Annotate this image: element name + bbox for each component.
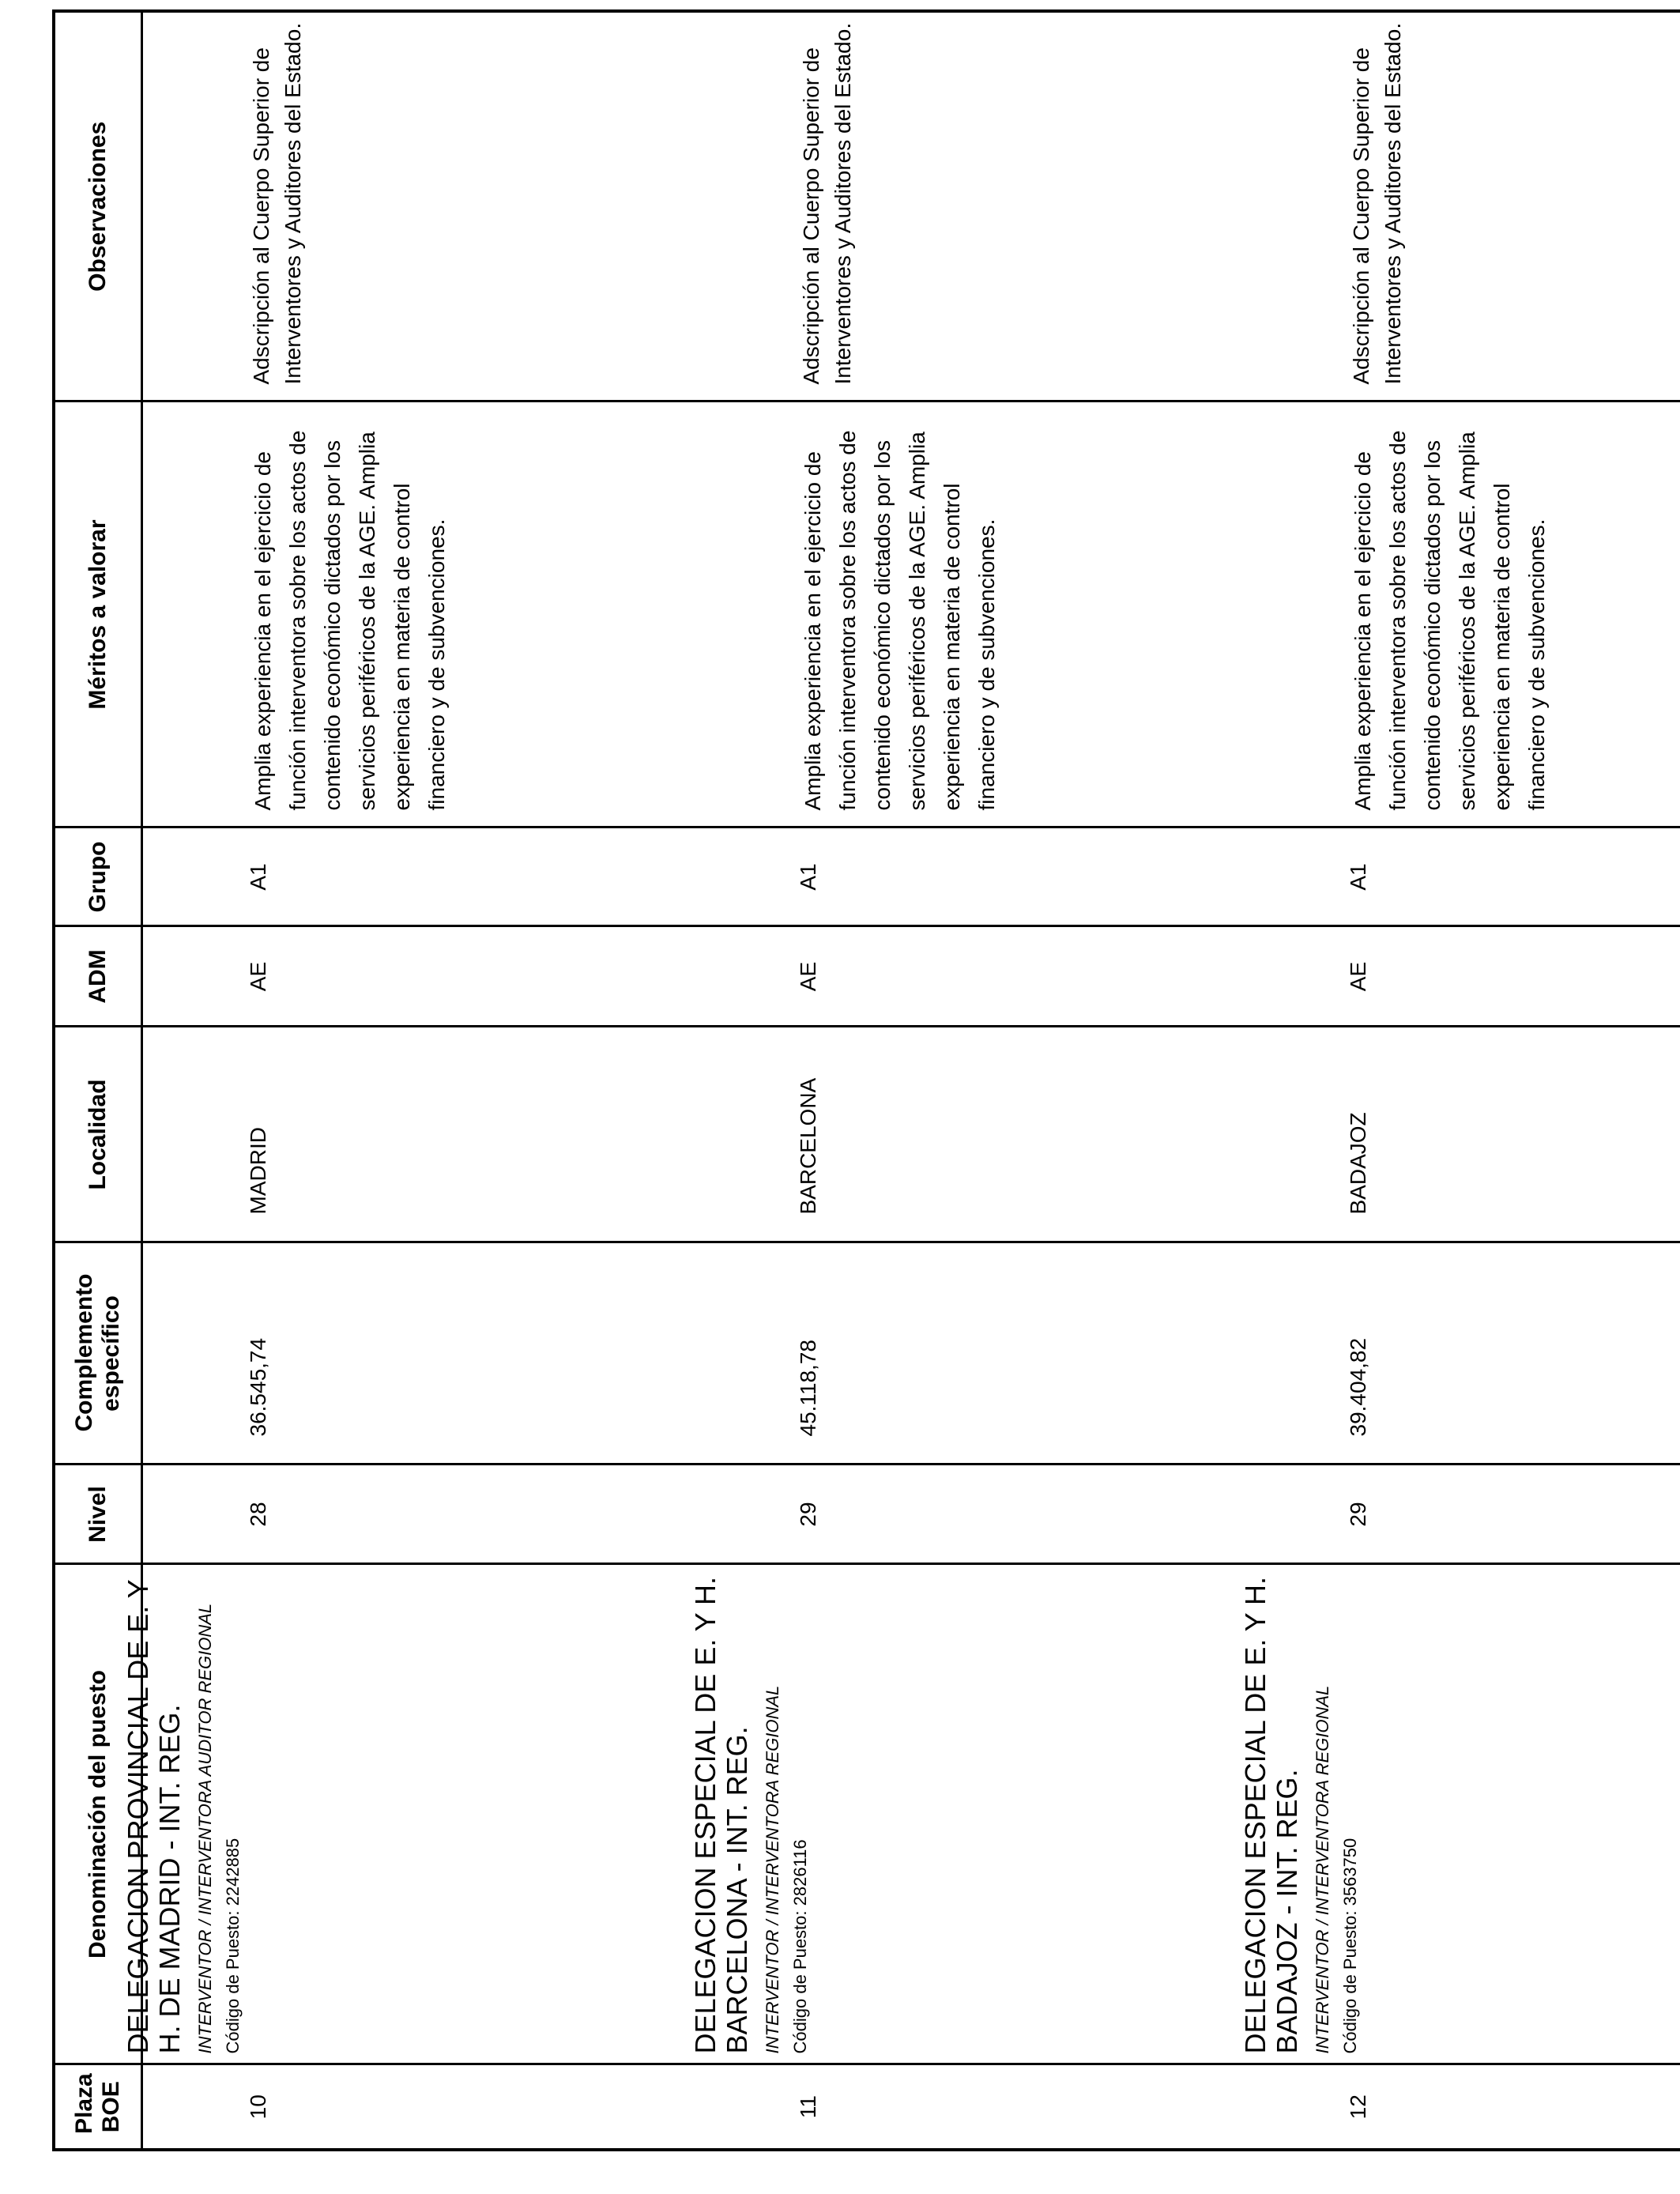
header-complemento: Complemento específico xyxy=(54,1242,142,1465)
plaza-cell: 10 xyxy=(142,2064,694,2150)
position-role: INTERVENTOR / INTERVENTORA REGIONAL xyxy=(1313,1685,1332,2054)
denominacion-cell xyxy=(1239,1564,1680,2064)
nivel-cell: 28 xyxy=(142,1465,694,1564)
localidad-cell: MADRID xyxy=(142,1027,694,1242)
complemento-cell: 36.545,74 xyxy=(142,1242,694,1465)
grupo-cell: A1 xyxy=(1243,827,1680,926)
position-code: Código de Puesto: 2826116 xyxy=(790,1839,810,2054)
header-observaciones: Observaciones xyxy=(54,11,142,401)
position-role: INTERVENTOR / INTERVENTORA AUDITOR REGIONAL xyxy=(195,1603,215,2054)
meritos-cell: Amplia experiencia en el ejercicio de función interventora sobre los actos de contenido económico dictados por los servicios periféricos de la AGE. Amplia experiencia en materia de control financiero y de subvenciones. xyxy=(142,401,694,827)
header-nivel: Nivel xyxy=(54,1465,142,1564)
localidad-cell: BARCELONA xyxy=(693,1027,1243,1242)
position-code: Código de Puesto: 3563750 xyxy=(1340,1838,1360,2054)
header-adm: ADM xyxy=(54,926,142,1027)
plaza-cell: 12 xyxy=(1243,2064,1680,2150)
position-code: Código de Puesto: 2242885 xyxy=(223,1838,243,2054)
adm-cell: AE xyxy=(1243,926,1680,1027)
header-grupo: Grupo xyxy=(54,827,142,926)
header-localidad: Localidad xyxy=(54,1027,142,1242)
localidad-cell: BADAJOZ xyxy=(1243,1027,1680,1242)
header-meritos: Méritos a valorar xyxy=(54,401,142,827)
position-unit: DELEGACION PROVINCIAL DE E. Y H. DE MADRID - INT. REG. xyxy=(122,1579,186,2054)
adm-cell: AE xyxy=(693,926,1243,1027)
denominacion-cell xyxy=(122,1564,694,2064)
complemento-cell: 45.118,78 xyxy=(693,1242,1243,1465)
observaciones-cell: Adscripción al Cuerpo Superior de Interventores y Auditores del Estado. xyxy=(142,11,694,401)
observaciones-cell: Adscripción al Cuerpo Superior de Interventores y Auditores del Estado. xyxy=(693,11,1243,401)
table-row xyxy=(1243,11,1680,2150)
complemento-cell: 39.404,82 xyxy=(1243,1242,1680,1465)
position-role: INTERVENTOR / INTERVENTORA REGIONAL xyxy=(763,1685,782,2054)
position-unit: DELEGACION ESPECIAL DE E. Y H. BARCELONA - INT. REG. xyxy=(689,1576,753,2054)
header-plaza: Plaza BOE xyxy=(54,2064,142,2150)
denominacion-cell xyxy=(689,1564,1243,2064)
header-denominacion: Denominación del puesto xyxy=(54,1564,142,2064)
grupo-cell: A1 xyxy=(142,827,694,926)
observaciones-cell: Adscripción al Cuerpo Superior de Interventores y Auditores del Estado. xyxy=(1243,11,1680,401)
nivel-cell: 29 xyxy=(693,1465,1243,1564)
vacancy-table xyxy=(52,9,1680,2151)
meritos-cell: Amplia experiencia en el ejercicio de función interventora sobre los actos de contenido económico dictados por los servicios periféricos de la AGE. Amplia experiencia en materia de control financiero y de subvenciones. xyxy=(693,401,1243,827)
position-unit: DELEGACION ESPECIAL DE E. Y H. BADAJOZ - INT. REG. xyxy=(1239,1576,1303,2054)
plaza-cell: 11 xyxy=(693,2064,1243,2150)
table-row xyxy=(142,11,694,2150)
grupo-cell: A1 xyxy=(693,827,1243,926)
adm-cell: AE xyxy=(142,926,694,1027)
meritos-cell: Amplia experiencia en el ejercicio de función interventora sobre los actos de contenido económico dictados por los servicios periféricos de la AGE. Amplia experiencia en materia de control financiero y de subvenciones. xyxy=(1243,401,1680,827)
nivel-cell: 29 xyxy=(1243,1465,1680,1564)
table-row xyxy=(693,11,1243,2150)
